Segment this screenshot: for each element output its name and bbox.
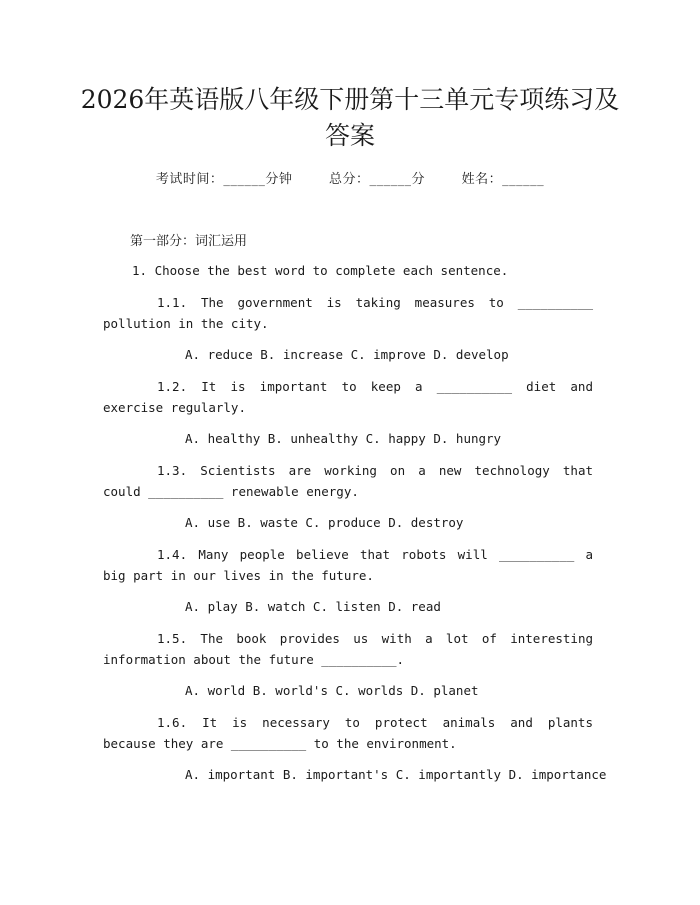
question-1-1-options: A. reduce B. increase C. improve D. develop bbox=[185, 347, 509, 362]
section-instruction: 1. Choose the best word to complete each sentence. bbox=[132, 263, 509, 278]
student-name-field: 姓名：______ bbox=[461, 172, 545, 187]
question-1-4: 1.4. Many people believe that robots will __________ a big part in our lives in the future. bbox=[103, 547, 593, 583]
question-1-2: 1.2. It is important to keep a __________ diet and exercise regularly. bbox=[103, 379, 593, 415]
question-1-3: 1.3. Scientists are working on a new technology that could __________ renewable energy. bbox=[103, 463, 593, 499]
question-1-5-options: A. world B. world's C. worlds D. planet bbox=[185, 683, 479, 698]
question-1-2-options: A. healthy B. unhealthy C. happy D. hungry bbox=[185, 431, 502, 446]
question-1-6-options: A. important B. important's C. importantly D. importance bbox=[185, 767, 607, 782]
document-title: 2026年英语版八年级下册第十三单元专项练习及答案 bbox=[80, 85, 620, 150]
question-1-3-options: A. use B. waste C. produce D. destroy bbox=[185, 515, 464, 530]
question-1-6: 1.6. It is necessary to protect animals and plants because they are __________ to the environment. bbox=[103, 715, 593, 751]
exam-time-field: 考试时间：______分钟 bbox=[155, 172, 293, 187]
exam-info-line bbox=[0, 168, 700, 187]
total-score-field: 总分：______分 bbox=[328, 172, 425, 187]
question-1-1: 1.1. The government is taking measures to __________ pollution in the city. bbox=[103, 295, 593, 331]
section-heading: 第一部分：词汇运用 bbox=[130, 234, 248, 249]
question-1-5: 1.5. The book provides us with a lot of interesting information about the future __________. bbox=[103, 631, 593, 667]
question-1-4-options: A. play B. watch C. listen D. read bbox=[185, 599, 441, 614]
